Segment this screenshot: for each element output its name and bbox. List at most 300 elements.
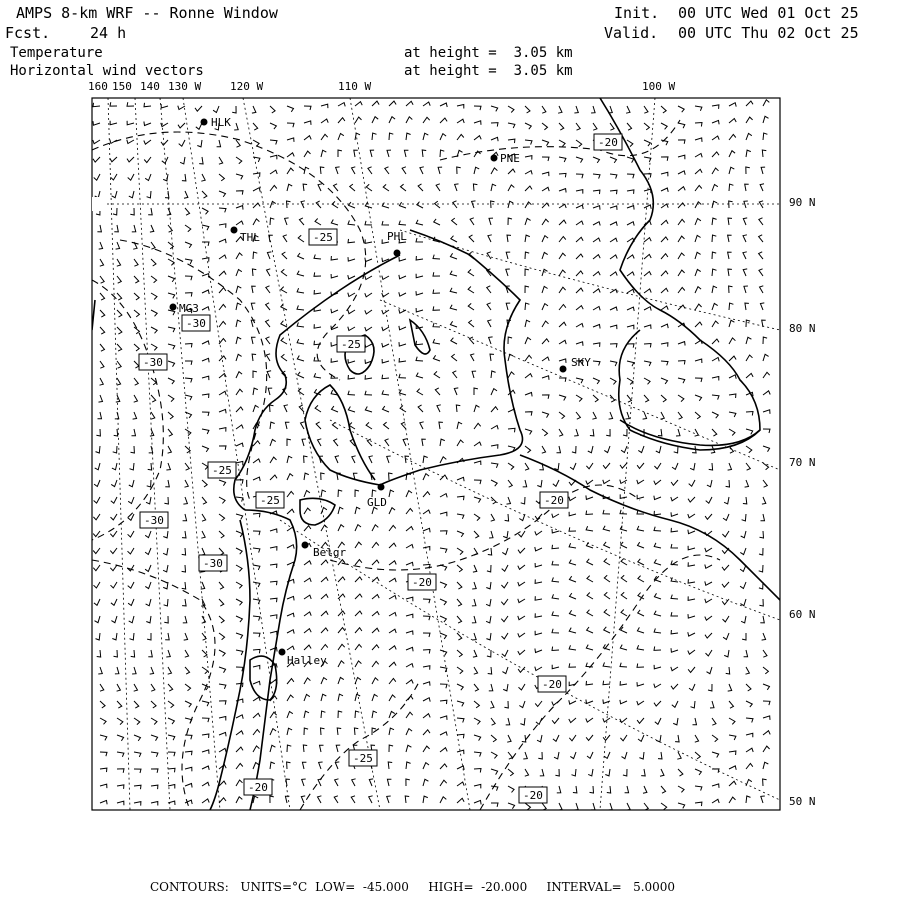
- wind-barb: [569, 497, 576, 501]
- wind-barb: [304, 473, 309, 480]
- wind-barb: [389, 473, 393, 480]
- svg-text:-30: -30: [144, 514, 164, 527]
- wind-barb: [164, 616, 168, 623]
- wind-barb: [399, 221, 406, 225]
- wind-barb: [201, 548, 205, 555]
- wind-barb: [236, 480, 243, 484]
- wind-barb: [627, 174, 634, 178]
- wind-barb: [603, 510, 610, 514]
- wind-barb: [525, 303, 529, 310]
- wind-barb: [202, 701, 209, 706]
- wind-barb: [202, 274, 209, 278]
- wind-barb: [678, 106, 684, 112]
- wind-barb: [110, 565, 117, 571]
- wind-barb: [146, 497, 151, 504]
- wind-barb: [588, 446, 593, 453]
- wind-barb: [94, 497, 100, 503]
- wind-barb: [440, 764, 447, 769]
- wind-barb: [603, 463, 610, 468]
- wind-barb: [542, 106, 546, 113]
- wind-barb: [299, 405, 304, 412]
- wind-barb: [745, 480, 749, 487]
- wind-barb: [506, 718, 510, 725]
- wind-barb: [423, 492, 430, 497]
- wind-barb: [423, 779, 428, 786]
- wind-barb: [519, 684, 526, 690]
- wind-barb: [388, 762, 392, 769]
- wind-barb: [627, 255, 634, 259]
- wind-barb: [95, 616, 101, 623]
- wind-barb: [185, 480, 189, 487]
- wind-barb: [576, 378, 583, 383]
- wind-barb: [111, 497, 117, 503]
- wind-barb: [474, 784, 481, 788]
- wind-barb: [287, 630, 294, 634]
- wind-barb: [236, 206, 243, 210]
- wind-barb: [472, 371, 476, 378]
- wind-barb: [508, 372, 514, 378]
- wind-barb: [406, 712, 413, 718]
- parallel-80n: [400, 230, 780, 330]
- svg-text:-20: -20: [544, 494, 564, 507]
- wind-barb: [603, 718, 610, 722]
- wind-barb: [763, 337, 767, 344]
- wind-barb: [134, 361, 139, 368]
- wind-barb: [559, 253, 566, 259]
- wind-barb: [621, 542, 627, 548]
- wind-barb: [587, 610, 593, 616]
- wind-barb: [468, 287, 474, 294]
- wind-barb: [334, 796, 338, 803]
- wind-barb: [491, 480, 497, 486]
- wind-barb: [620, 510, 627, 514]
- wind-barb: [695, 154, 702, 158]
- wind-barb: [660, 412, 664, 419]
- wind-barb: [491, 184, 496, 191]
- wind-barb: [457, 667, 463, 674]
- wind-barb: [712, 105, 719, 109]
- wind-barb: [304, 595, 311, 599]
- wind-barb: [435, 201, 440, 208]
- wind-barb: [593, 190, 600, 194]
- wind-barb: [746, 412, 753, 416]
- wind-barb: [688, 650, 695, 654]
- wind-barb: [586, 526, 593, 531]
- wind-barb: [406, 729, 412, 735]
- wind-barb: [457, 750, 464, 754]
- wind-barb: [525, 269, 529, 276]
- wind-barb: [623, 429, 627, 436]
- wind-barb: [542, 412, 549, 418]
- wind-barb: [128, 174, 134, 180]
- wind-barb: [586, 645, 593, 650]
- wind-barb: [542, 140, 549, 146]
- wind-barb: [525, 338, 531, 345]
- wind-barb: [661, 271, 668, 276]
- wind-barb: [219, 667, 226, 673]
- wind-barb: [661, 204, 668, 208]
- wind-barb: [382, 359, 389, 363]
- wind-barb: [621, 559, 627, 566]
- wind-barb: [389, 695, 395, 701]
- wind-barb: [202, 394, 209, 398]
- lat-label-90: 90 N: [789, 196, 816, 209]
- wind-barb: [623, 769, 627, 776]
- wind-barb: [331, 274, 338, 278]
- wind-barb: [760, 531, 764, 538]
- wind-barb: [518, 650, 525, 655]
- wind-barb: [671, 480, 678, 485]
- wind-barb: [705, 633, 712, 638]
- wind-barb: [722, 531, 729, 537]
- wind-barb: [705, 514, 712, 519]
- wind-barb: [729, 134, 736, 140]
- wind-barb: [576, 306, 583, 310]
- contour-minus30-inner: [92, 280, 163, 540]
- svg-text:-30: -30: [143, 356, 163, 369]
- wind-barb: [745, 184, 749, 191]
- wind-barb: [508, 169, 515, 174]
- wind-barb: [144, 157, 151, 163]
- wind-barb: [661, 803, 667, 810]
- wind-barb: [129, 616, 134, 623]
- wind-barb: [253, 477, 260, 481]
- wind-barb: [321, 628, 328, 633]
- wind-barb: [654, 511, 661, 515]
- contour-label: [519, 787, 547, 803]
- wind-barb: [570, 593, 577, 599]
- wind-barb: [389, 629, 396, 633]
- wind-barb: [525, 252, 529, 259]
- wind-barb: [267, 252, 271, 259]
- wind-barb: [406, 133, 411, 140]
- wind-barb: [440, 797, 446, 803]
- wind-barb: [423, 117, 430, 123]
- wind-barb: [423, 528, 430, 532]
- wind-barb: [487, 650, 491, 657]
- wind-barb: [389, 508, 395, 514]
- wind-barb: [298, 253, 304, 259]
- wind-barb: [729, 103, 736, 107]
- wind-barb: [199, 157, 203, 164]
- wind-barb: [620, 645, 627, 650]
- wind-barb: [604, 559, 610, 566]
- wind-barb: [416, 220, 423, 225]
- wind-barb: [671, 595, 678, 599]
- wind-barb: [474, 735, 481, 741]
- wind-barb: [655, 718, 661, 724]
- wind-barb: [387, 796, 391, 803]
- wind-barb: [695, 769, 701, 775]
- wind-barb: [219, 732, 226, 736]
- wind-barb: [559, 204, 566, 208]
- wind-barb: [457, 531, 464, 537]
- wind-barb: [508, 218, 512, 225]
- wind-barb: [763, 779, 767, 786]
- wind-barb: [491, 106, 498, 111]
- wind-barb: [558, 803, 562, 810]
- wind-barb: [440, 732, 447, 736]
- wind-barb: [503, 531, 508, 538]
- wind-barb: [167, 208, 171, 215]
- station-label-phl: PHL: [387, 230, 407, 243]
- wind-barb: [355, 628, 362, 633]
- wind-barb: [457, 782, 464, 786]
- wind-barb: [746, 355, 753, 361]
- wind-barb: [406, 745, 411, 752]
- wind-barb: [440, 150, 444, 157]
- wind-barb: [202, 480, 207, 487]
- wind-barb: [253, 405, 259, 412]
- wind-barb: [112, 633, 117, 640]
- wind-barb: [693, 718, 697, 725]
- wind-barb: [654, 480, 661, 484]
- wind-barb: [610, 344, 617, 348]
- wind-barb: [705, 565, 712, 569]
- wind-barb: [621, 627, 627, 633]
- wind-barb: [348, 220, 355, 225]
- wind-barb: [303, 745, 307, 752]
- wind-barb: [372, 645, 379, 650]
- wind-barb: [202, 358, 209, 362]
- wind-barb: [638, 610, 644, 616]
- wind-barb: [147, 480, 151, 487]
- wind-barb: [355, 611, 362, 616]
- wind-barb: [236, 731, 243, 735]
- wind-barb: [654, 665, 661, 669]
- wind-barb: [712, 752, 719, 758]
- wind-barb: [406, 527, 413, 532]
- wind-barb: [202, 718, 209, 722]
- wind-barb: [743, 252, 747, 259]
- wind-barb: [690, 463, 695, 470]
- wind-barb: [382, 310, 389, 314]
- wind-barb: [542, 321, 549, 327]
- wind-barb: [486, 599, 491, 606]
- wind-barb: [656, 735, 661, 742]
- wind-barb: [552, 514, 559, 518]
- wind-barb: [525, 769, 529, 776]
- wind-barb: [163, 548, 168, 555]
- wind-barb: [253, 681, 260, 685]
- wind-barb: [671, 612, 678, 616]
- wind-barb: [304, 508, 311, 514]
- svg-text:-25: -25: [212, 464, 232, 477]
- wind-barb: [678, 786, 684, 792]
- wind-barb: [440, 475, 447, 480]
- wind-barb: [202, 799, 209, 803]
- wind-barb: [355, 644, 362, 650]
- wind-barb: [450, 305, 457, 310]
- wind-barb: [389, 596, 396, 600]
- wind-barb: [746, 684, 751, 691]
- station-marker-gld: [378, 484, 385, 491]
- wind-barb: [644, 106, 648, 113]
- wind-barb: [422, 439, 426, 446]
- wind-barb: [746, 701, 752, 707]
- wind-barb: [389, 490, 394, 497]
- contour-minus25-southwest: [92, 560, 215, 810]
- wind-barb: [117, 718, 123, 725]
- lat-label-60: 60 N: [789, 608, 816, 621]
- contour-label: [594, 134, 622, 150]
- wind-barb: [95, 191, 100, 198]
- wind-barb: [610, 325, 617, 329]
- wind-barb: [195, 106, 202, 111]
- wind-barb: [372, 560, 379, 565]
- wind-barb: [252, 337, 256, 344]
- wind-barb: [201, 531, 205, 538]
- wind-barb: [586, 495, 593, 499]
- wind-barb: [416, 308, 423, 312]
- wind-barb: [558, 106, 562, 113]
- wind-barb: [507, 235, 511, 242]
- wind-barb: [304, 121, 311, 125]
- wind-barb: [474, 106, 481, 110]
- wind-barb: [486, 582, 491, 589]
- wind-barb: [502, 667, 508, 674]
- wind-barb: [722, 582, 729, 587]
- wind-barb: [435, 388, 440, 395]
- wind-barb: [569, 527, 576, 531]
- wind-barb: [422, 150, 426, 157]
- wind-barb: [729, 429, 735, 436]
- wind-barb: [525, 286, 529, 293]
- wind-barb: [759, 235, 763, 242]
- wind-barb: [591, 803, 595, 810]
- wind-barb: [637, 701, 644, 705]
- wind-barb: [285, 218, 289, 225]
- wind-barb: [525, 140, 532, 145]
- wind-barb: [746, 446, 752, 453]
- wind-barb: [744, 201, 748, 208]
- wind-barb: [389, 133, 393, 140]
- wind-barb: [763, 391, 770, 395]
- wind-barb: [593, 157, 600, 163]
- wind-barb: [147, 191, 151, 198]
- wind-barb: [678, 270, 685, 276]
- wind-barb: [689, 480, 695, 486]
- wind-barb: [166, 463, 170, 470]
- wind-barb: [455, 184, 459, 191]
- wind-barb: [145, 582, 151, 589]
- wind-barb: [604, 592, 610, 599]
- wind-barb: [270, 475, 277, 480]
- wind-barb: [372, 525, 378, 531]
- wind-barb: [144, 103, 151, 107]
- wind-barb: [134, 769, 141, 773]
- wind-barb: [593, 272, 600, 276]
- wind-barb: [523, 480, 527, 487]
- wind-barb: [168, 293, 175, 298]
- wind-barb: [576, 205, 583, 209]
- wind-barb: [405, 796, 409, 803]
- wind-barb: [236, 270, 242, 277]
- wind-barb: [219, 701, 226, 705]
- wind-barb: [746, 718, 753, 723]
- wind-barb: [96, 429, 100, 436]
- wind-barb: [654, 527, 661, 531]
- wind-barb: [185, 208, 190, 215]
- wind-barb: [338, 507, 343, 514]
- wind-barb: [508, 390, 515, 395]
- wind-barb: [348, 239, 355, 243]
- wind-barb: [253, 173, 260, 177]
- wind-barb: [111, 174, 118, 180]
- wind-barb: [423, 474, 429, 480]
- wind-barb: [168, 684, 173, 691]
- wind-barb: [678, 769, 683, 776]
- wind-barb: [763, 410, 770, 414]
- wind-barb: [270, 422, 275, 429]
- wind-barb: [726, 480, 730, 487]
- wind-barb: [637, 495, 644, 499]
- wind-barb: [252, 286, 256, 293]
- wind-barb: [540, 769, 544, 776]
- wind-barb: [129, 191, 134, 198]
- wind-barb: [151, 276, 157, 283]
- wind-barb: [321, 560, 328, 565]
- wind-barb: [219, 409, 226, 413]
- wind-barb: [338, 594, 345, 599]
- wind-barb: [504, 701, 508, 708]
- wind-barb: [236, 320, 241, 327]
- wind-barb: [729, 119, 736, 124]
- wind-barb: [338, 134, 344, 141]
- wind-barb: [729, 356, 736, 361]
- wind-barb: [535, 701, 542, 707]
- wind-barb: [185, 344, 192, 348]
- wind-barb: [746, 167, 750, 174]
- wind-barb: [593, 343, 600, 347]
- wind-barb: [281, 338, 287, 344]
- wind-barb: [287, 509, 294, 514]
- wind-barb: [469, 320, 474, 327]
- wind-barb: [707, 480, 712, 487]
- wind-barb: [644, 803, 648, 810]
- wind-barb: [590, 429, 594, 436]
- wind-barb: [266, 337, 270, 344]
- wind-barb: [147, 633, 151, 640]
- wind-barb: [491, 407, 498, 412]
- wind-barb: [610, 206, 617, 210]
- wind-barb: [253, 665, 260, 669]
- wind-barb: [610, 307, 617, 311]
- wind-barb: [644, 205, 651, 209]
- wind-barb: [338, 661, 344, 667]
- wind-barb: [365, 239, 372, 243]
- wind-barb: [644, 307, 651, 311]
- wind-barb: [712, 395, 719, 400]
- wind-barb: [661, 188, 668, 192]
- wind-barb: [472, 582, 476, 589]
- wind-barb: [406, 631, 413, 635]
- wind-barb: [287, 596, 294, 600]
- wind-barb: [383, 184, 389, 191]
- wind-barb: [525, 106, 530, 113]
- wind-barb: [678, 253, 685, 259]
- wind-barb: [117, 701, 122, 708]
- wind-barb: [559, 157, 566, 162]
- svg-text:-20: -20: [523, 789, 543, 802]
- wind-barb: [518, 633, 525, 637]
- wind-barb: [472, 201, 476, 208]
- wind-barb: [134, 684, 138, 691]
- wind-barb: [281, 321, 287, 327]
- wind-barb: [678, 219, 685, 225]
- wind-barb: [134, 344, 139, 351]
- wind-barb: [99, 395, 103, 402]
